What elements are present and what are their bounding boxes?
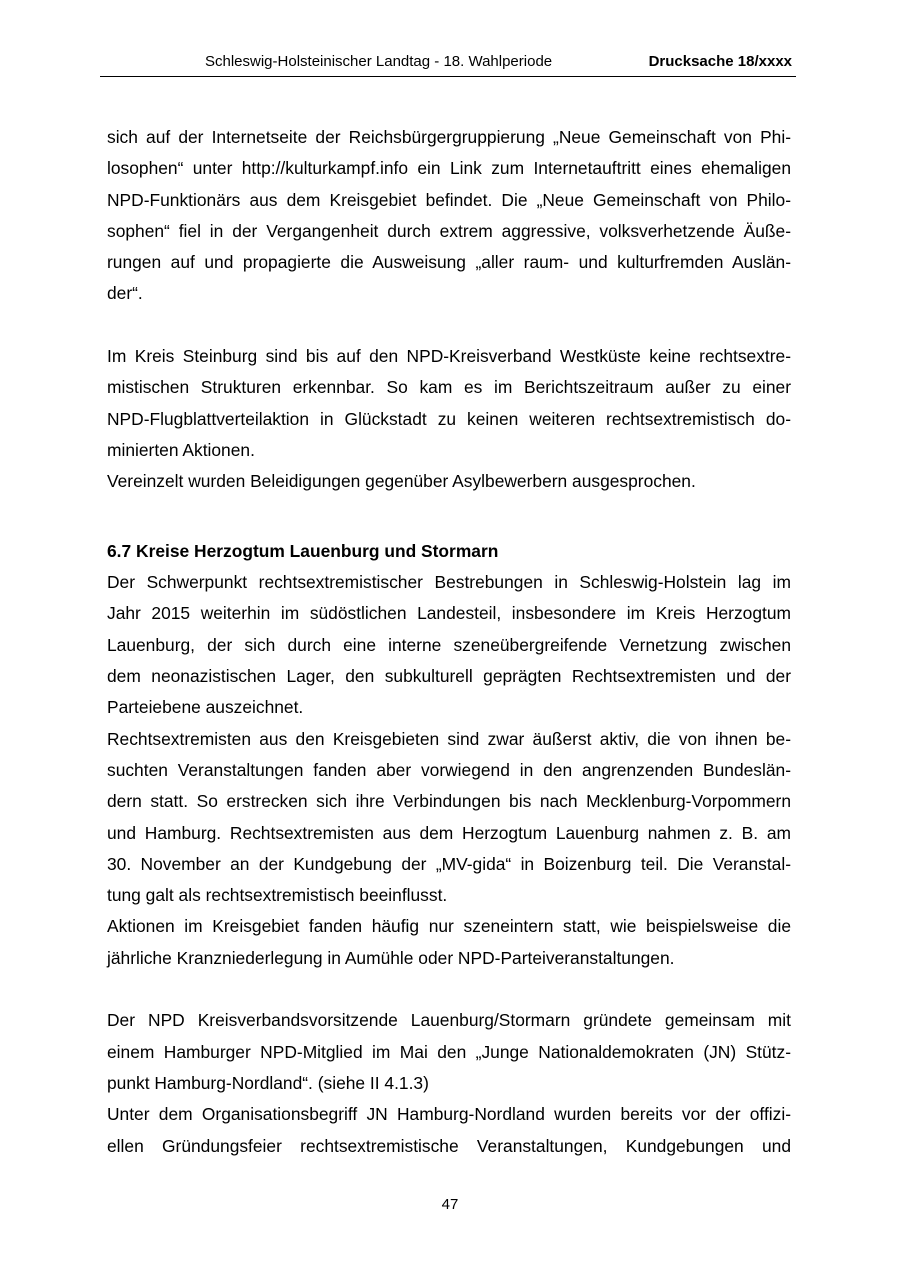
text-line: Lauenburg, der sich durch eine interne szeneübergreifende Vernetzung zwischen	[107, 634, 791, 655]
paragraph-gap	[107, 498, 791, 529]
text-line: dem neonazistischen Lager, den subkulturell geprägten Rechtsextremisten und der	[107, 666, 791, 687]
paragraph-organisationsbegriff	[107, 1099, 791, 1162]
page-header	[100, 50, 796, 77]
paragraph-aktionen	[107, 911, 791, 974]
text-line: tung galt als rechtsextremistisch beeinflusst.	[107, 885, 448, 906]
text-line: rungen auf und propagierte die Ausweisung „aller raum- und kulturfremden Auslän-	[107, 252, 791, 273]
paragraph-reichsbuerger	[107, 122, 791, 310]
text-line: Parteiebene auszeichnet.	[107, 697, 304, 718]
text-line: Im Kreis Steinburg sind bis auf den NPD-Kreisverband Westküste keine rechtsextre-	[107, 346, 791, 367]
text-line: Unter dem Organisationsbegriff JN Hamburg-Nordland wurden bereits vor der offizi-	[107, 1104, 791, 1125]
text-line: Aktionen im Kreisgebiet fanden häufig nur szeneintern statt, wie beispielsweise die	[107, 916, 791, 937]
text-line: dern statt. So erstrecken sich ihre Verbindungen bis nach Mecklenburg-Vorpommern	[107, 791, 791, 812]
text-line: NPD-Flugblattverteilaktion in Glückstadt zu keinen weiteren rechtsextremistisch do-	[107, 408, 791, 429]
text-line: jährliche Kranzniederlegung in Aumühle oder NPD-Parteiveranstaltungen.	[107, 947, 675, 968]
text-line: losophen“ unter http://kulturkampf.info ein Link zum Internetauftritt eines ehemaligen	[107, 158, 791, 179]
text-line: Jahr 2015 weiterhin im südöstlichen Landesteil, insbesondere im Kreis Herzogtum	[107, 603, 791, 624]
header-title: Schleswig-Holsteinischer Landtag - 18. Wahlperiode	[205, 53, 553, 70]
text-line: mistischen Strukturen erkennbar. So kam es im Berichtszeitraum außer zu einer	[107, 377, 791, 398]
text-line: sophen“ fiel in der Vergangenheit durch extrem aggressive, volksverhetzende Äuße-	[107, 220, 791, 241]
text-line: ellen Gründungsfeier rechtsextremistische Veranstaltungen, Kundgebungen und	[107, 1135, 791, 1156]
paragraph-npd-stuetzpunkt	[107, 1005, 791, 1099]
text-line: suchten Veranstaltungen fanden aber vorwiegend in den angrenzenden Bundeslän-	[107, 759, 791, 780]
paragraph-kreisgebiete	[107, 724, 791, 912]
paragraph-beleidigungen	[107, 466, 791, 497]
text-line: Der NPD Kreisverbandsvorsitzende Lauenburg/Stormarn gründete gemeinsam mit	[107, 1010, 791, 1031]
text-line: NPD-Funktionärs aus dem Kreisgebiet befindet. Die „Neue Gemeinschaft von Philo-	[107, 189, 791, 210]
paragraph-schwerpunkt	[107, 567, 791, 723]
text-line: punkt Hamburg-Nordland“. (siehe II 4.1.3)	[107, 1072, 429, 1093]
text-line: einem Hamburger NPD-Mitglied im Mai den „Junge Nationaldemokraten (JN) Stütz-	[107, 1041, 791, 1062]
text-line: Vereinzelt wurden Beleidigungen gegenüber Asylbewerbern ausgesprochen.	[107, 471, 696, 492]
section-heading: 6.7 Kreise Herzogtum Lauenburg und Stormarn	[107, 540, 499, 561]
text-line: 30. November an der Kundgebung der „MV-gida“ in Boizenburg teil. Die Veranstal-	[107, 853, 791, 874]
text-line: minierten Aktionen.	[107, 439, 255, 460]
text-line: der“.	[107, 283, 143, 304]
text-line: Der Schwerpunkt rechtsextremistischer Bestrebungen in Schleswig-Holstein lag im	[107, 572, 791, 593]
document-number: Drucksache 18/xxxx	[648, 53, 792, 70]
paragraph-gap	[107, 974, 791, 1005]
page-body	[107, 122, 791, 1162]
paragraph-gap	[107, 310, 791, 341]
text-line: und Hamburg. Rechtsextremisten aus dem Herzogtum Lauenburg nahmen z. B. am	[107, 822, 791, 843]
paragraph-steinburg	[107, 341, 791, 466]
text-line: sich auf der Internetseite der Reichsbürgergruppierung „Neue Gemeinschaft von Phi-	[107, 127, 791, 147]
text-line: Rechtsextremisten aus den Kreisgebieten sind zwar äußerst aktiv, die von ihnen be-	[107, 728, 791, 749]
page-number: 47	[441, 1196, 459, 1213]
